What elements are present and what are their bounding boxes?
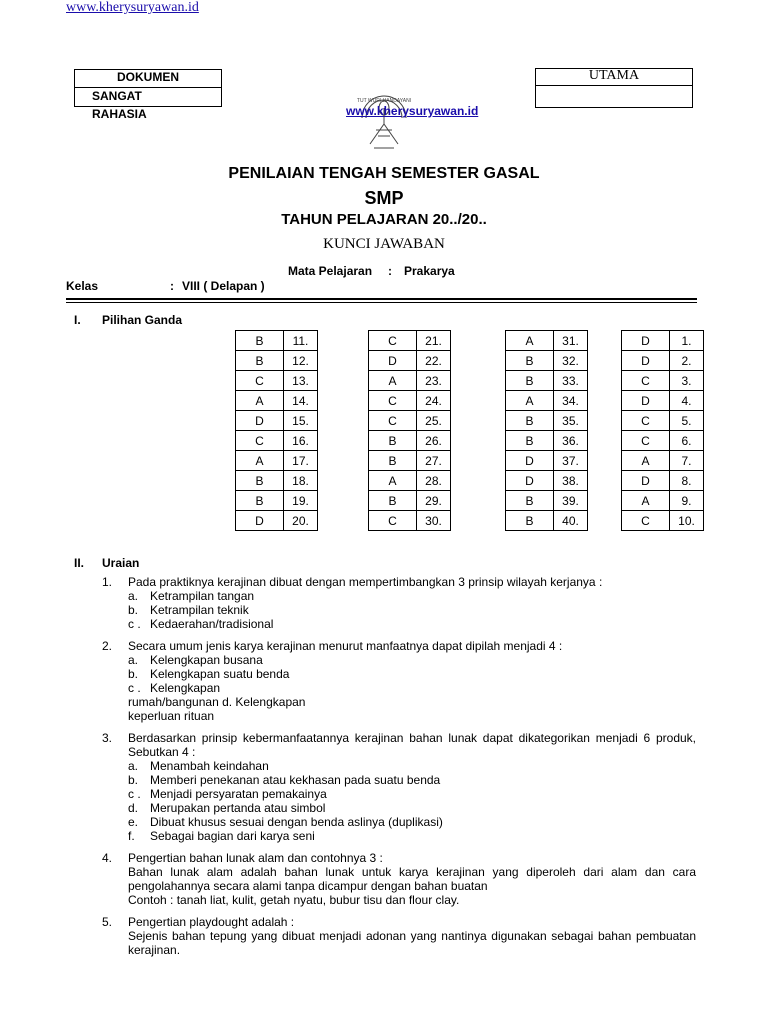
answer-row xyxy=(236,331,318,351)
essay-answer-letter: c . xyxy=(128,617,141,631)
answer-row xyxy=(506,411,588,431)
answer-letter: B xyxy=(236,471,284,491)
answer-table-1 xyxy=(235,330,318,531)
essay-answer-text: Bahan lunak alam adalah bahan lunak untuk karya kerajinan yang diperoleh dari alam dan cara pengolahannya secara alami tanpa dicampur dengan bahan buatan xyxy=(128,865,696,893)
answer-row xyxy=(369,491,451,511)
subject-label: Mata Pelajaran xyxy=(288,264,373,278)
essay-question-number: 5. xyxy=(102,915,113,929)
answer-row xyxy=(236,391,318,411)
classification-line1: DOKUMEN xyxy=(117,70,179,84)
essay-answer-letter: a. xyxy=(128,653,139,667)
essay-question-number: 1. xyxy=(102,575,113,589)
answer-key-title: KUNCI JAWABAN xyxy=(323,236,445,252)
question-number: 9. xyxy=(670,491,704,511)
answer-row xyxy=(369,451,451,471)
class-value: VIII ( Delapan ) xyxy=(182,279,265,293)
question-number: 35. xyxy=(554,411,588,431)
answer-row xyxy=(506,331,588,351)
answer-table-4 xyxy=(621,330,704,531)
classification-line2: SANGAT xyxy=(92,89,142,103)
answer-row xyxy=(369,431,451,451)
question-number: 29. xyxy=(417,491,451,511)
essay-answer-text: Ketrampilan tangan xyxy=(150,589,255,603)
answer-row xyxy=(622,491,704,511)
answer-row xyxy=(622,351,704,371)
answer-letter: B xyxy=(369,491,417,511)
question-number: 18. xyxy=(284,471,318,491)
answer-letter: B xyxy=(506,371,554,391)
utama-label: UTAMA xyxy=(588,68,640,83)
essay-answer-letter: c . xyxy=(128,681,141,695)
section2-number: II. xyxy=(74,556,85,570)
exam-title: PENILAIAN TENGAH SEMESTER GASAL xyxy=(228,165,540,182)
website-link-mid[interactable]: www.kherysuryawan.id xyxy=(346,104,479,118)
answer-row xyxy=(506,511,588,531)
answer-table-2 xyxy=(368,330,451,531)
essay-answer-text: Kelengkapan xyxy=(150,681,221,695)
answer-letter: B xyxy=(506,431,554,451)
essay-answer-item xyxy=(128,787,696,801)
essay-answer-text: Menambah keindahan xyxy=(150,759,269,773)
answer-row xyxy=(236,451,318,471)
question-number: 2. xyxy=(670,351,704,371)
essay-answer-text: Memberi penekanan atau kekhasan pada suatu benda xyxy=(150,773,441,787)
essay-answer-letter: a. xyxy=(128,589,139,603)
question-number: 28. xyxy=(417,471,451,491)
answer-letter: B xyxy=(236,351,284,371)
essay-question-text: Berdasarkan prinsip kebermanfaatannya kerajinan bahan lunak dapat dikategorikan menjadi 6 produk, Sebutkan 4 : xyxy=(128,731,696,759)
essay-answer-item xyxy=(128,759,696,773)
answer-row xyxy=(506,351,588,371)
answer-letter: C xyxy=(369,331,417,351)
essay-question-number: 2. xyxy=(102,639,113,653)
question-number: 13. xyxy=(284,371,318,391)
answer-letter: C xyxy=(622,371,670,391)
essay-question xyxy=(102,731,696,843)
answer-row xyxy=(506,431,588,451)
question-number: 38. xyxy=(554,471,588,491)
subject-value: Prakarya xyxy=(404,264,455,278)
essay-answer-text: Ketrampilan teknik xyxy=(150,603,249,617)
answer-letter: A xyxy=(506,331,554,351)
essay-answer-letter: f. xyxy=(128,829,135,843)
essay-question-text: Pengertian playdought adalah : xyxy=(128,915,295,929)
essay-answer-letter: b. xyxy=(128,603,139,617)
question-number: 36. xyxy=(554,431,588,451)
answer-letter: A xyxy=(369,471,417,491)
essay-answer-text: Kelengkapan busana xyxy=(150,653,263,667)
classification-line3: RAHASIA xyxy=(92,107,147,121)
answer-letter: A xyxy=(622,451,670,471)
section1-title: Pilihan Ganda xyxy=(102,313,183,327)
essay-answer-item xyxy=(128,617,696,631)
answer-row xyxy=(236,371,318,391)
essay-answer-item xyxy=(128,815,696,829)
question-number: 25. xyxy=(417,411,451,431)
essay-answer-letter: c . xyxy=(128,787,141,801)
essay-answer-text: Merupakan pertanda atau simbol xyxy=(150,801,326,815)
subject-colon: : xyxy=(388,264,392,278)
essay-answer-item xyxy=(128,773,696,787)
question-number: 21. xyxy=(417,331,451,351)
question-number: 34. xyxy=(554,391,588,411)
answer-row xyxy=(236,471,318,491)
answer-letter: B xyxy=(506,411,554,431)
answer-row xyxy=(369,411,451,431)
answer-row xyxy=(369,471,451,491)
question-number: 20. xyxy=(284,511,318,531)
essay-question-text: Secara umum jenis karya kerajinan menurut manfaatnya dapat dipilah menjadi 4 : xyxy=(128,639,563,653)
answer-row xyxy=(506,371,588,391)
answer-row xyxy=(369,351,451,371)
question-number: 3. xyxy=(670,371,704,391)
essay-answer-letter: b. xyxy=(128,773,139,787)
answer-letter: D xyxy=(369,351,417,371)
answer-letter: C xyxy=(236,371,284,391)
essay-question-text: Pengertian bahan lunak alam dan contohnya 3 : xyxy=(128,851,383,865)
essay-answer-text: Menjadi persyaratan pemakainya xyxy=(150,787,327,801)
essay-answer-letter: a. xyxy=(128,759,139,773)
answer-letter: D xyxy=(506,451,554,471)
answer-row xyxy=(236,491,318,511)
question-number: 40. xyxy=(554,511,588,531)
answer-letter: A xyxy=(506,391,554,411)
question-number: 32. xyxy=(554,351,588,371)
answer-letter: C xyxy=(369,391,417,411)
answer-letter: B xyxy=(369,431,417,451)
answer-row xyxy=(506,391,588,411)
question-number: 27. xyxy=(417,451,451,471)
essay-answer-text: rumah/bangunan d. Kelengkapan xyxy=(128,695,306,709)
answer-row xyxy=(236,411,318,431)
answer-row xyxy=(622,431,704,451)
question-number: 1. xyxy=(670,331,704,351)
question-number: 16. xyxy=(284,431,318,451)
question-number: 8. xyxy=(670,471,704,491)
answer-row xyxy=(622,331,704,351)
answer-letter: A xyxy=(369,371,417,391)
question-number: 14. xyxy=(284,391,318,411)
question-number: 31. xyxy=(554,331,588,351)
answer-row xyxy=(622,411,704,431)
essay-answer-letter: e. xyxy=(128,815,139,829)
question-number: 24. xyxy=(417,391,451,411)
answer-row xyxy=(369,371,451,391)
question-number: 7. xyxy=(670,451,704,471)
question-number: 6. xyxy=(670,431,704,451)
logo-motto: TUT WURI HANDAYANI xyxy=(356,98,412,104)
answer-letter: D xyxy=(506,471,554,491)
question-number: 26. xyxy=(417,431,451,451)
question-number: 5. xyxy=(670,411,704,431)
section1-number: I. xyxy=(74,313,81,327)
school-level: SMP xyxy=(364,188,404,208)
answer-letter: D xyxy=(622,471,670,491)
question-number: 30. xyxy=(417,511,451,531)
essay-question xyxy=(102,575,696,631)
answer-table-3 xyxy=(505,330,588,531)
answer-row xyxy=(236,431,318,451)
answer-letter: D xyxy=(236,411,284,431)
website-link-top[interactable]: www.kherysuryawan.id xyxy=(66,0,199,15)
essay-answer-item xyxy=(128,801,696,815)
essay-answer-item xyxy=(128,653,696,667)
answer-row xyxy=(506,491,588,511)
answer-letter: B xyxy=(506,511,554,531)
answer-letter: B xyxy=(506,351,554,371)
question-number: 15. xyxy=(284,411,318,431)
essay-answer-item xyxy=(128,603,696,617)
essay-answer-letter: d. xyxy=(128,801,139,815)
essay-question-number: 3. xyxy=(102,731,113,745)
academic-year: TAHUN PELAJARAN 20../20.. xyxy=(281,211,487,228)
essay-question-text: Pada praktiknya kerajinan dibuat dengan mempertimbangkan 3 prinsip wilayah kerjanya : xyxy=(128,575,603,589)
essay-answer-item xyxy=(128,829,696,843)
question-number: 12. xyxy=(284,351,318,371)
essay-answer-item xyxy=(128,589,696,603)
answer-row xyxy=(236,351,318,371)
essay-question xyxy=(102,639,696,723)
question-number: 37. xyxy=(554,451,588,471)
answer-letter: A xyxy=(236,451,284,471)
essay-question xyxy=(102,851,696,907)
class-colon: : xyxy=(170,279,174,293)
utama-box-divider xyxy=(535,85,693,86)
answer-letter: C xyxy=(369,411,417,431)
answer-letter: B xyxy=(369,451,417,471)
class-label: Kelas xyxy=(66,279,99,293)
answer-row xyxy=(506,451,588,471)
question-number: 17. xyxy=(284,451,318,471)
answer-letter: D xyxy=(236,511,284,531)
classification-box-divider xyxy=(74,87,222,88)
question-number: 10. xyxy=(670,511,704,531)
essay-answer-text: Sebagai bagian dari karya seni xyxy=(150,829,315,843)
essay-answer-item xyxy=(128,681,696,695)
header-rule-thin xyxy=(66,302,697,303)
question-number: 33. xyxy=(554,371,588,391)
question-number: 23. xyxy=(417,371,451,391)
question-number: 39. xyxy=(554,491,588,511)
answer-letter: C xyxy=(622,511,670,531)
answer-letter: A xyxy=(622,491,670,511)
answer-row xyxy=(369,511,451,531)
essay-question xyxy=(102,915,696,957)
answer-row xyxy=(622,511,704,531)
answer-row xyxy=(369,391,451,411)
essay-answer-letter: b. xyxy=(128,667,139,681)
question-number: 22. xyxy=(417,351,451,371)
question-number: 4. xyxy=(670,391,704,411)
essay-answer-text: Kedaerahan/tradisional xyxy=(150,617,274,631)
answer-letter: B xyxy=(236,331,284,351)
section2-title: Uraian xyxy=(102,556,140,570)
answer-letter: C xyxy=(622,431,670,451)
essay-answer-item xyxy=(128,667,696,681)
answer-row xyxy=(236,511,318,531)
answer-letter: B xyxy=(506,491,554,511)
answer-row xyxy=(622,391,704,411)
answer-letter: D xyxy=(622,391,670,411)
answer-row xyxy=(622,471,704,491)
answer-row xyxy=(622,451,704,471)
answer-letter: B xyxy=(236,491,284,511)
answer-letter: D xyxy=(622,351,670,371)
answer-letter: C xyxy=(622,411,670,431)
answer-row xyxy=(506,471,588,491)
question-number: 11. xyxy=(284,331,318,351)
answer-letter: D xyxy=(622,331,670,351)
answer-row xyxy=(622,371,704,391)
header-rule-thick xyxy=(66,298,697,300)
essay-answer-text: keperluan rituan xyxy=(128,709,215,723)
answer-row xyxy=(369,331,451,351)
answer-letter: C xyxy=(369,511,417,531)
answer-letter: A xyxy=(236,391,284,411)
question-number: 19. xyxy=(284,491,318,511)
essay-answer-text: Kelengkapan suatu benda xyxy=(150,667,290,681)
essay-question-number: 4. xyxy=(102,851,113,865)
essay-answer-text: Contoh : tanah liat, kulit, getah nyatu, bubur tisu dan flour clay. xyxy=(128,893,460,907)
essay-answer-text: Dibuat khusus sesuai dengan benda aslinya (duplikasi) xyxy=(150,815,443,829)
essay-answer-text: Sejenis bahan tepung yang dibuat menjadi adonan yang nantinya digunakan sebagai bahan pembuatan kerajinan. xyxy=(128,929,696,957)
essay-questions xyxy=(102,575,696,965)
answer-letter: C xyxy=(236,431,284,451)
